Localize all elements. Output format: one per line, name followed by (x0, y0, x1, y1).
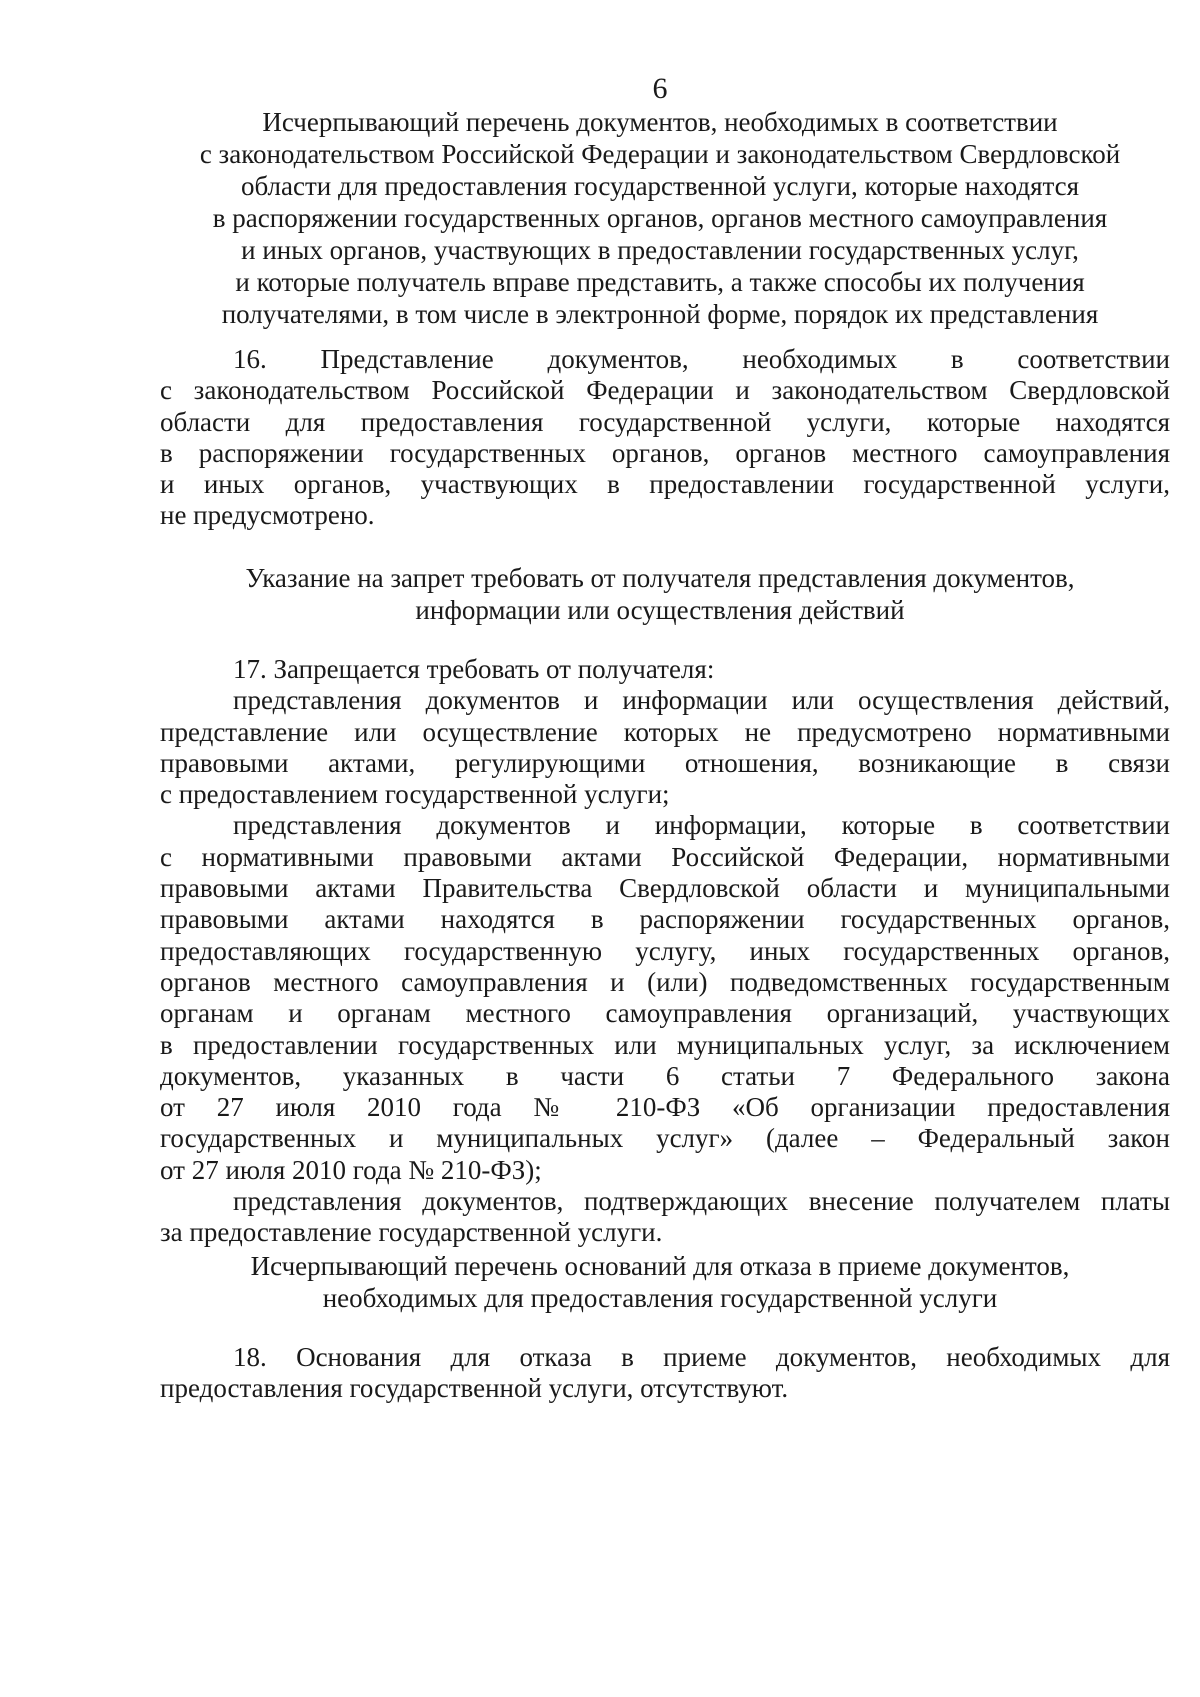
paragraph-line: представления документов и информации или осуществления действий, (233, 685, 1170, 716)
paragraph-line: правовыми актами, регулирующими отношения, возникающие в связи (160, 747, 1170, 778)
paragraph-line: не предусмотрено. (160, 500, 375, 531)
heading-line: и иных органов, участвующих в предоставлении государственных услуг, (241, 235, 1079, 265)
paragraph-line: от 27 июля 2010 года № 210-ФЗ «Об организации предоставления (160, 1092, 1170, 1123)
heading-line: информации или осуществления действий (415, 595, 905, 625)
paragraph-line: представления документов и информации, которые в соответствии (233, 810, 1170, 841)
paragraph-line: с законодательством Российской Федерации и законодательством Свердловской (160, 375, 1170, 406)
paragraph-line: с нормативными правовыми актами Российской Федерации, нормативными (160, 841, 1170, 872)
paragraph-18 (160, 1342, 1170, 1405)
paragraph-17 (160, 654, 1170, 1249)
paragraph-line: за предоставление государственной услуги. (160, 1217, 663, 1248)
paragraph-line: представления документов, подтверждающих внесение получателем платы (233, 1186, 1170, 1217)
paragraph-line: 18. Основания для отказа в приеме документов, необходимых для (233, 1342, 1170, 1372)
paragraph-line: и иных органов, участвующих в предоставлении государственной услуги, (160, 469, 1170, 500)
heading-line: области для предоставления государственной услуги, которые находятся (240, 171, 1080, 201)
section-heading-prohibition (150, 562, 1170, 626)
heading-line: в распоряжении государственных органов, органов местного самоуправления (212, 203, 1108, 233)
heading-line: Указание на запрет требовать от получателя представления документов, (245, 563, 1075, 593)
paragraph-line: области для предоставления государственной услуги, которые находятся (160, 406, 1170, 437)
paragraph-line: 16. Представление документов, необходимых в соответствии (233, 344, 1170, 374)
page-number: 6 (652, 72, 668, 105)
paragraph-intro: 17. Запрещается требовать от получателя: (233, 654, 715, 684)
paragraph-line: документов, указанных в части 6 статьи 7 Федерального закона (160, 1060, 1170, 1091)
paragraph-line: государственных и муниципальных услуг» (далее – Федеральный закон (160, 1123, 1170, 1154)
paragraph-line: предоставления государственной услуги, отсутствуют. (160, 1373, 789, 1404)
heading-line: необходимых для предоставления государственной услуги (322, 1283, 998, 1313)
paragraph-line: с предоставлением государственной услуги; (160, 779, 670, 810)
paragraph-line: представление или осуществление которых не предусмотрено нормативными (160, 716, 1170, 747)
heading-line: получателями, в том числе в электронной форме, порядок их представления (221, 299, 1099, 329)
paragraph-line: органов местного самоуправления и (или) подведомственных государственным (160, 966, 1170, 997)
paragraph-line: правовыми актами Правительства Свердловской области и муниципальными (160, 873, 1170, 904)
heading-line: Исчерпывающий перечень документов, необходимых в соответствии (262, 107, 1058, 137)
paragraph-line: от 27 июля 2010 года № 210-ФЗ); (160, 1154, 542, 1185)
section-heading-refusal-grounds (150, 1250, 1170, 1314)
paragraph-line: предоставляющих государственную услугу, иных государственных органов, (160, 935, 1170, 966)
paragraph-line: в распоряжении государственных органов, органов местного самоуправления (160, 437, 1170, 468)
heading-line: и которые получатель вправе представить, а также способы их получения (235, 267, 1085, 297)
paragraph-line: органам и органам местного самоуправления организаций, участвующих (160, 998, 1170, 1029)
paragraph-line: в предоставлении государственных или муниципальных услуг, за исключением (160, 1029, 1170, 1060)
heading-line: Исчерпывающий перечень оснований для отказа в приеме документов, (250, 1251, 1070, 1281)
section-heading-required-documents (150, 106, 1170, 330)
heading-line: с законодательством Российской Федерации и законодательством Свердловской (199, 139, 1121, 169)
paragraph-line: правовыми актами находятся в распоряжении государственных органов, (160, 904, 1170, 935)
paragraph-16 (160, 344, 1170, 532)
